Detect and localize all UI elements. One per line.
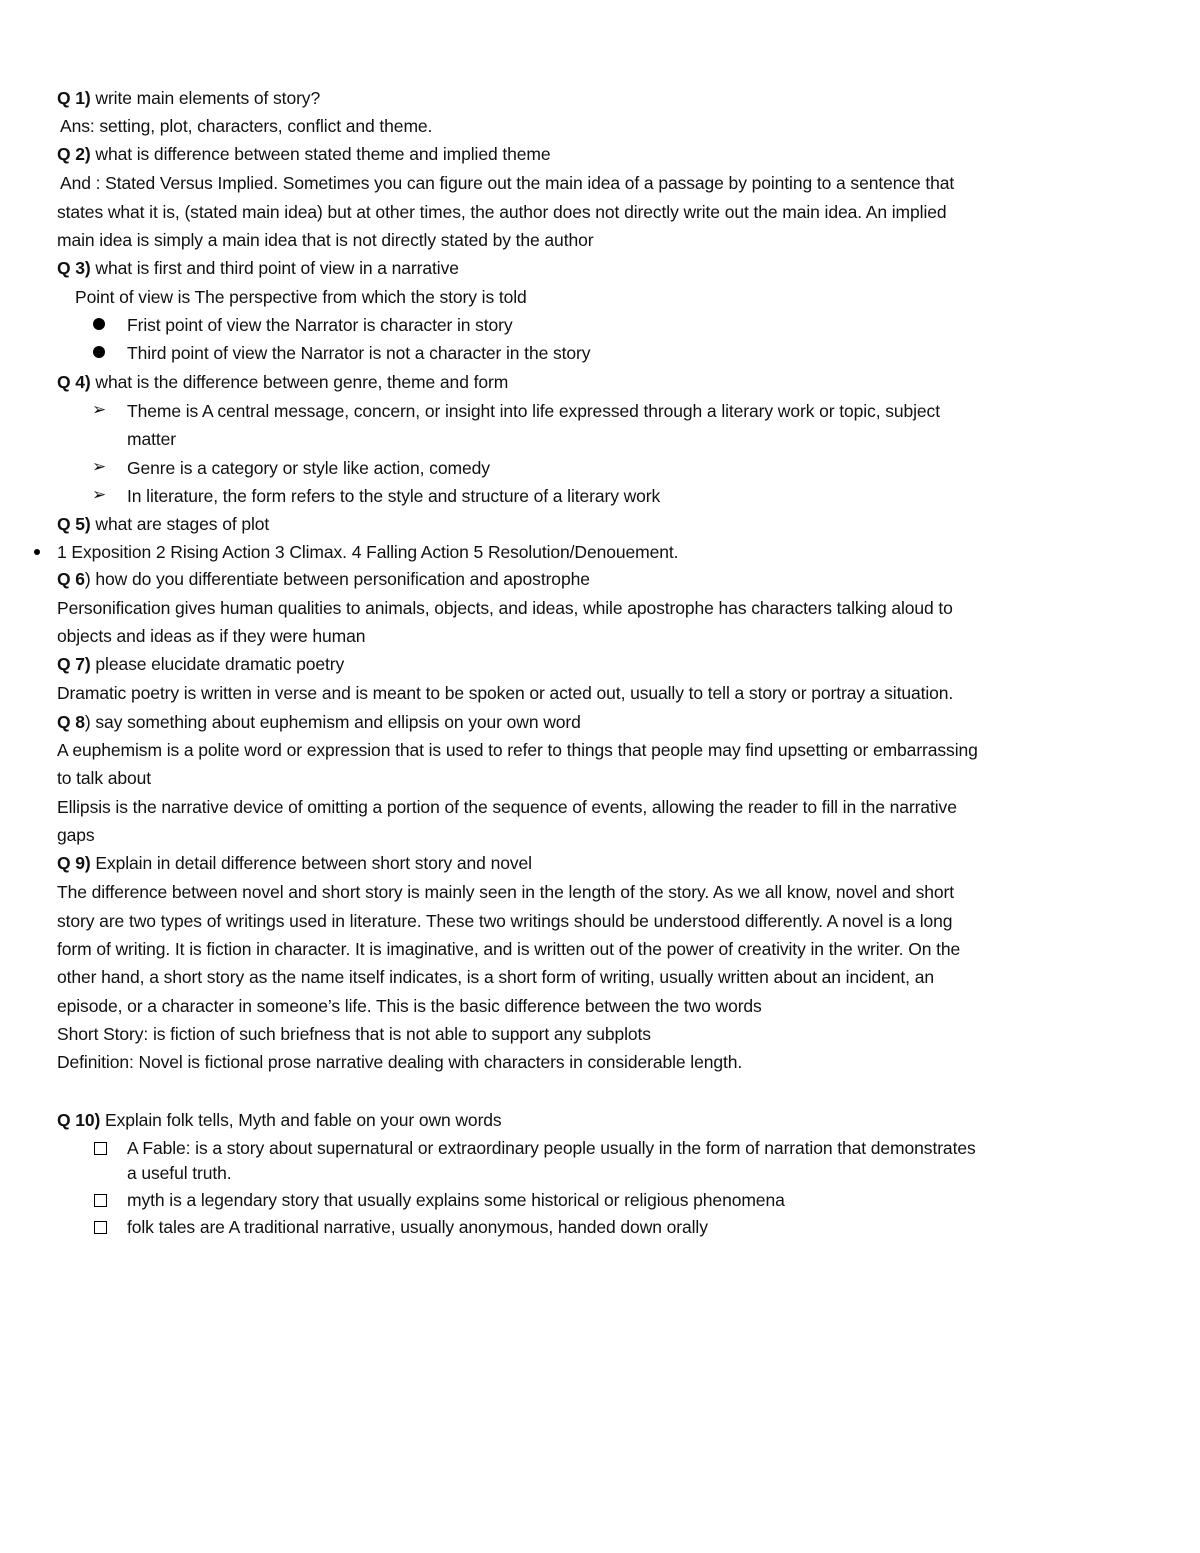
answer-4-item: Genre is a category or style like action, comedy — [127, 458, 490, 478]
answer-6-line: Personification gives human qualities to animals, objects, and ideas, while apostrophe has characters talking aloud to — [57, 598, 953, 618]
question-4 — [57, 371, 508, 393]
answer-10-item-cont: a useful truth. — [127, 1163, 232, 1183]
bullet-dot-icon — [93, 318, 105, 330]
answer-9-line: Short Story: is fiction of such briefness that is not able to support any subplots — [57, 1024, 651, 1044]
answer-9-line: story are two types of writings used in literature. These two writings should be understood differently. A novel is a long — [57, 911, 953, 931]
question-10 — [57, 1109, 502, 1131]
answer-2-line: main idea is simply a main idea that is not directly stated by the author — [57, 230, 594, 250]
question-text: what are stages of plot — [90, 514, 270, 534]
bullet-dot-icon — [34, 549, 40, 555]
answer-9-line: episode, or a character in someone’s life. This is the basic difference between the two words — [57, 996, 762, 1016]
question-text: Explain in detail difference between short story and novel — [90, 853, 532, 873]
answer-3-bullet: Frist point of view the Narrator is character in story — [127, 315, 513, 335]
answer-2-line: states what it is, (stated main idea) but at other times, the author does not directly write out the main idea. An implied — [57, 202, 947, 222]
question-text: ) how do you differentiate between personification and apostrophe — [84, 569, 590, 589]
question-7 — [57, 653, 344, 675]
answer-8-line: Ellipsis is the narrative device of omitting a portion of the sequence of events, allowing the reader to fill in the narrative — [57, 797, 957, 817]
answer-6-line: objects and ideas as if they were human — [57, 626, 366, 646]
answer-8-line: A euphemism is a polite word or expression that is used to refer to things that people may find upsetting or embarrassing — [57, 740, 978, 760]
question-number: Q 3) — [57, 258, 91, 278]
question-number: Q 8 — [57, 712, 85, 732]
question-text: ) say something about euphemism and ellipsis on your own word — [84, 712, 581, 732]
question-text: what is first and third point of view in a narrative — [90, 258, 459, 278]
arrow-bullet-icon: ➢ — [92, 457, 107, 476]
question-number: Q 10) — [57, 1110, 101, 1130]
question-number: Q 6 — [57, 569, 85, 589]
question-1 — [57, 87, 320, 109]
answer-4-item: In literature, the form refers to the style and structure of a literary work — [127, 486, 661, 506]
answer-9-line: Definition: Novel is fictional prose narrative dealing with characters in considerable length. — [57, 1052, 743, 1072]
arrow-bullet-icon: ➢ — [92, 485, 107, 504]
checkbox-icon — [94, 1194, 107, 1207]
question-number: Q 1) — [57, 88, 91, 108]
question-9 — [57, 852, 532, 874]
answer-5: 1 Exposition 2 Rising Action 3 Climax. 4 Falling Action 5 Resolution/Denouement. — [57, 542, 679, 562]
answer-2-line: And : Stated Versus Implied. Sometimes you can figure out the main idea of a passage by pointing to a sentence that — [60, 173, 955, 193]
answer-10-item: A Fable: is a story about supernatural or extraordinary people usually in the form of narration that demonstrates — [127, 1138, 976, 1158]
answer-3-intro: Point of view is The perspective from which the story is told — [75, 287, 527, 307]
answer-7: Dramatic poetry is written in verse and is meant to be spoken or acted out, usually to tell a story or portray a situation. — [57, 683, 954, 703]
answer-4-item: Theme is A central message, concern, or insight into life expressed through a literary work or topic, subject — [127, 401, 940, 421]
question-number: Q 2) — [57, 144, 91, 164]
question-number: Q 9) — [57, 853, 91, 873]
bullet-dot-icon — [93, 346, 105, 358]
question-text: please elucidate dramatic poetry — [90, 654, 345, 674]
question-text: Explain folk tells, Myth and fable on your own words — [100, 1110, 502, 1130]
answer-9-line: form of writing. It is fiction in character. It is imaginative, and is written out of the power of creativity in the writer. On the — [57, 939, 961, 959]
question-number: Q 5) — [57, 514, 91, 534]
answer-10-item: folk tales are A traditional narrative, usually anonymous, handed down orally — [127, 1217, 708, 1237]
answer-3-bullet: Third point of view the Narrator is not a character in the story — [127, 343, 591, 363]
question-5 — [57, 513, 269, 535]
question-text: write main elements of story? — [90, 88, 321, 108]
answer-8-line: gaps — [57, 825, 95, 845]
answer-8-line: to talk about — [57, 768, 152, 788]
question-6 — [57, 568, 590, 590]
answer-9-line: other hand, a short story as the name itself indicates, is a short form of writing, usually written about an incident, an — [57, 967, 934, 987]
checkbox-icon — [94, 1221, 107, 1234]
arrow-bullet-icon: ➢ — [92, 400, 107, 419]
answer-10-item: myth is a legendary story that usually explains some historical or religious phenomena — [127, 1190, 785, 1210]
answer-9-line: The difference between novel and short story is mainly seen in the length of the story. As we all know, novel and short — [57, 882, 954, 902]
question-text: what is difference between stated theme and implied theme — [90, 144, 551, 164]
answer-4-item-cont: matter — [127, 429, 176, 449]
question-number: Q 4) — [57, 372, 91, 392]
question-2 — [57, 143, 551, 165]
checkbox-icon — [94, 1142, 107, 1155]
question-3 — [57, 257, 459, 279]
answer-1: Ans: setting, plot, characters, conflict and theme. — [60, 116, 433, 136]
question-8 — [57, 711, 581, 733]
question-number: Q 7) — [57, 654, 91, 674]
question-text: what is the difference between genre, theme and form — [90, 372, 509, 392]
